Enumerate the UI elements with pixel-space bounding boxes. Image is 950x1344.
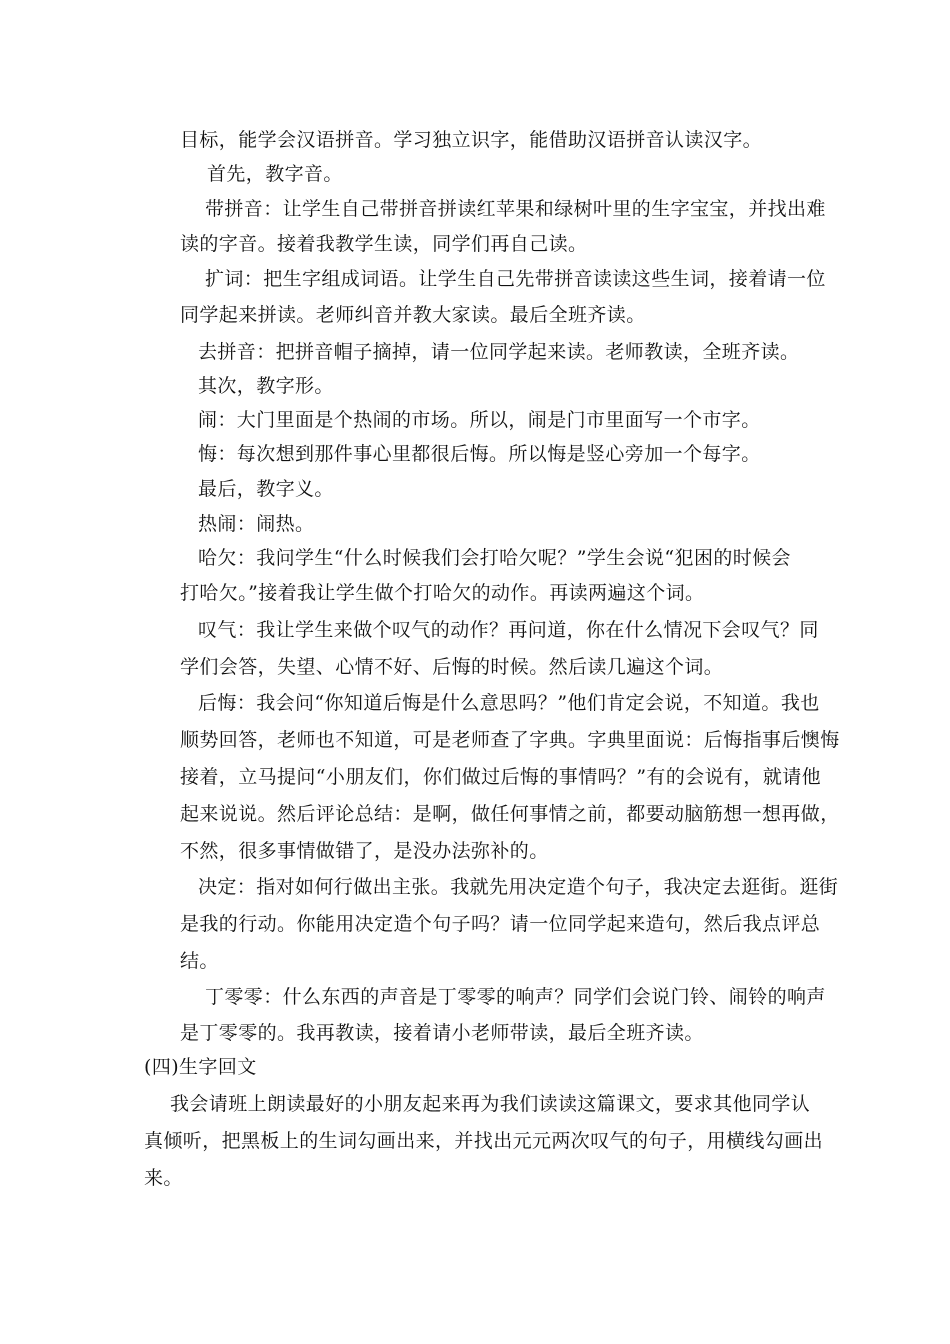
text-line: 扩词：把生字组成词语。让学生自己先带拼音读读这些生词，接着请一位 xyxy=(205,268,826,290)
text-line: 带拼音：让学生自己带拼音拼读红苹果和绿树叶里的生字宝宝，并找出难 xyxy=(205,198,826,220)
text-line: 是丁零零的。我再教读，接着请小老师带读，最后全班齐读。 xyxy=(180,1022,704,1044)
text-line: 结。 xyxy=(180,950,219,972)
text-line: 接着，立马提问“小朋友们，你们做过后悔的事情吗？”有的会说有，就请他 xyxy=(180,766,822,788)
text-line: 我会请班上朗读最好的小朋友起来再为我们读读这篇课文，要求其他同学认 xyxy=(170,1093,811,1115)
text-line: 丁零零：什么东西的声音是丁零零的响声？同学们会说门铃、闹铃的响声 xyxy=(205,986,826,1008)
text-line: 叹气：我让学生来做个叹气的动作？再问道，你在什么情况下会叹气？同 xyxy=(198,619,819,641)
text-line: 真倾听，把黑板上的生词勾画出来，并找出元元两次叹气的句子，用横线勾画出 xyxy=(144,1130,824,1152)
text-line: 同学起来拼读。老师纠音并教大家读。最后全班齐读。 xyxy=(180,304,646,326)
text-line: 顺势回答，老师也不知道，可是老师查了字典。字典里面说：后悔指事后懊悔 xyxy=(180,729,840,751)
text-line: 是我的行动。你能用决定造个句子吗？请一位同学起来造句，然后我点评总 xyxy=(180,913,821,935)
text-line: 读的字音。接着我教学生读，同学们再自己读。 xyxy=(180,233,588,255)
text-line: 闹：大门里面是个热闹的市场。所以，闹是门市里面写一个市字。 xyxy=(198,409,761,431)
text-line: 起来说说。然后评论总结：是啊，做任何事情之前，都要动脑筋想一想再做， xyxy=(180,803,840,825)
text-line: 去拼音：把拼音帽子摘掉，请一位同学起来读。老师教读，全班齐读。 xyxy=(198,341,800,363)
text-line: 来。 xyxy=(144,1167,183,1189)
section-heading: (四)生字回文 xyxy=(144,1056,257,1078)
text-line: 打哈欠。”接着我让学生做个打哈欠的动作。再读两遍这个词。 xyxy=(180,582,705,604)
text-line: 悔：每次想到那件事心里都很后悔。所以悔是竖心旁加一个每字。 xyxy=(198,443,761,465)
text-line: 决定：指对如何行做出主张。我就先用决定造个句子，我决定去逛街。逛街 xyxy=(198,876,839,898)
text-line: 目标，能学会汉语拼音。学习独立识字，能借助汉语拼音认读汉字。 xyxy=(180,129,763,151)
text-line: 不然，很多事情做错了，是没办法弥补的。 xyxy=(180,840,549,862)
text-line: 热闹：闹热。 xyxy=(198,513,315,535)
text-line: 首先，教字音。 xyxy=(207,163,343,185)
text-line: 后悔：我会问“你知道后悔是什么意思吗？”他们肯定会说，不知道。我也 xyxy=(198,692,820,714)
text-line: 最后，教字义。 xyxy=(198,478,334,500)
text-line: 其次，教字形。 xyxy=(198,375,334,397)
text-line: 学们会答，失望、心情不好、后悔的时候。然后读几遍这个词。 xyxy=(180,656,724,678)
text-line: 哈欠：我问学生“什么时候我们会打哈欠呢？”学生会说“犯困的时候会 xyxy=(198,547,791,569)
